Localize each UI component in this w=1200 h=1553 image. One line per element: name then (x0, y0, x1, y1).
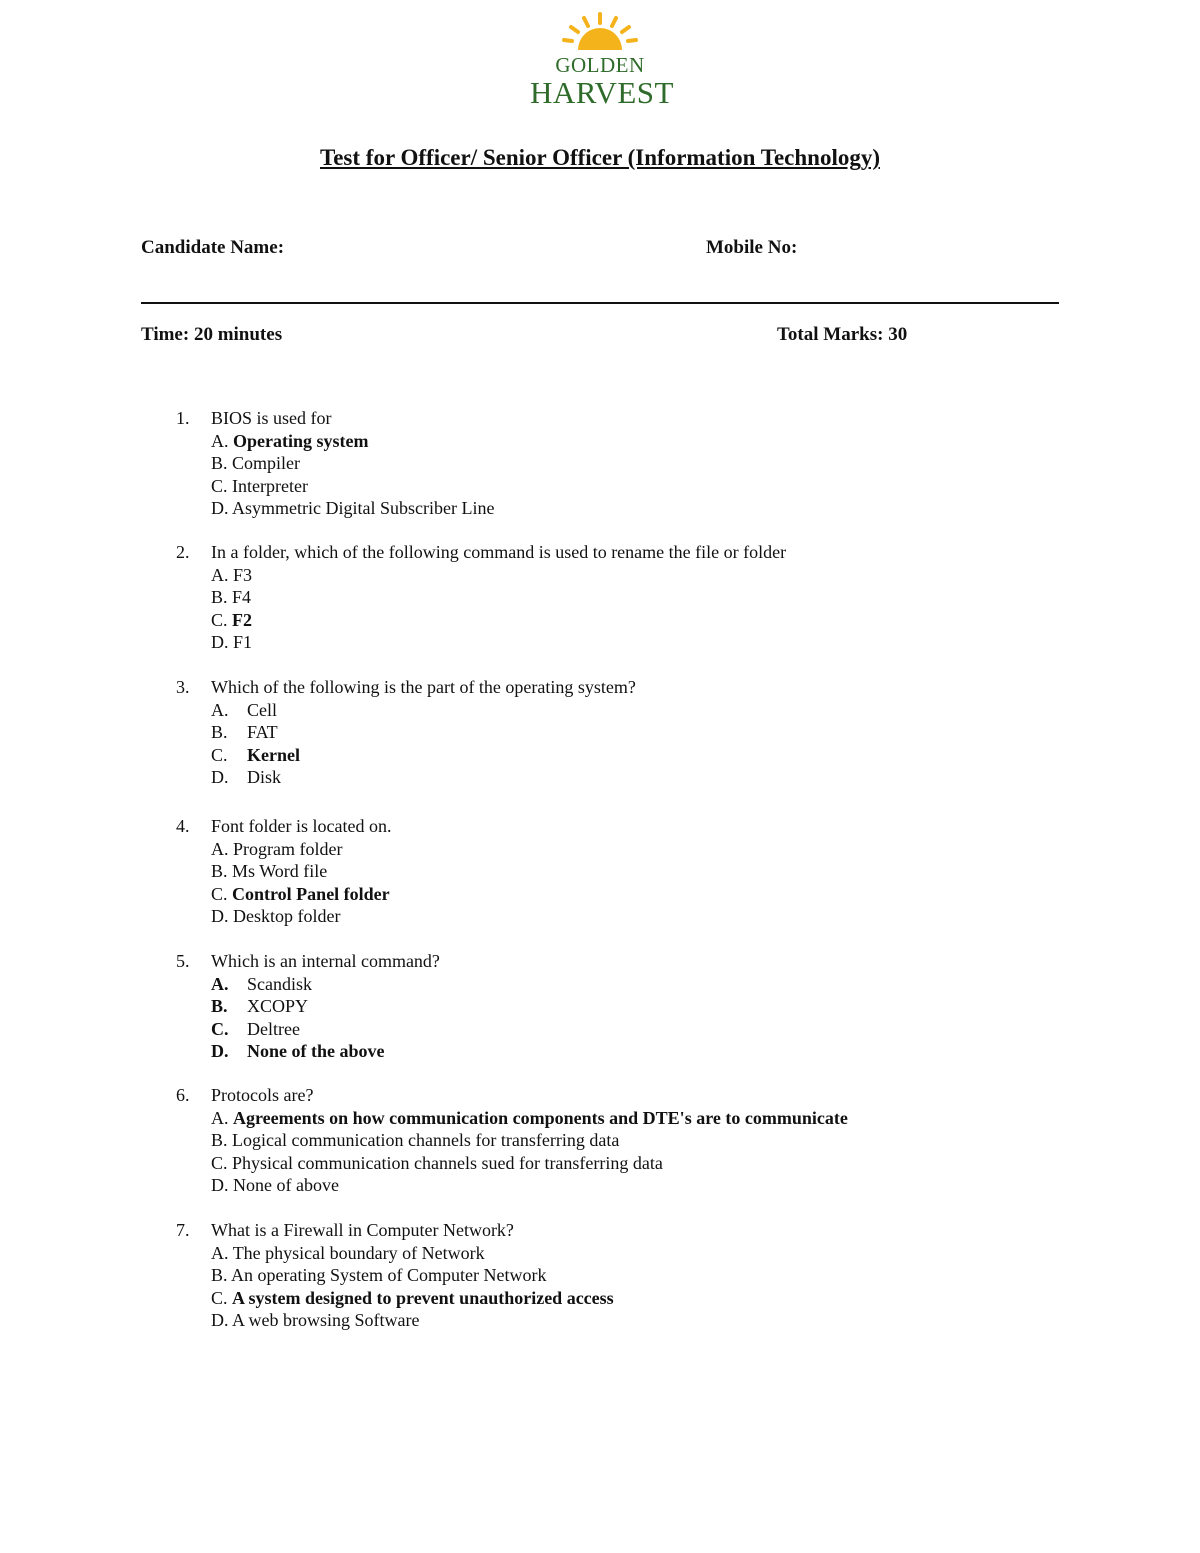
option-c: C. Physical communication channels sued for transferring data (211, 1152, 663, 1173)
question-text: In a folder, which of the following command is used to rename the file or folder (211, 542, 787, 562)
option-c: C. Control Panel folder (211, 883, 390, 904)
option-d: D. A web browsing Software (211, 1310, 420, 1330)
correct-answer: None of the above (247, 1041, 385, 1061)
question-number: 7. (176, 1220, 190, 1240)
option-c: C. Kernel (211, 744, 300, 765)
option-a: A. Agreements on how communication components and DTE's are to communicate (211, 1107, 848, 1128)
option-a: A. Scandisk (211, 973, 312, 994)
option-b: B. Compiler (211, 453, 301, 473)
question-text: Protocols are? (211, 1085, 314, 1105)
correct-answer: A system designed to prevent unauthorized access (232, 1287, 614, 1308)
option-c: C. Interpreter (211, 475, 308, 496)
correct-answer: F2 (232, 609, 253, 630)
option-b: B. Ms Word file (211, 861, 328, 881)
option-c: C. A system designed to prevent unauthorized access (211, 1287, 614, 1308)
logo-text-golden: GOLDEN (555, 53, 645, 77)
question-number: 4. (176, 816, 190, 836)
question-4 (176, 815, 391, 928)
question-text: Which of the following is the part of the operating system? (211, 677, 636, 697)
option-d: D. Desktop folder (211, 906, 341, 926)
question-6 (176, 1084, 848, 1197)
option-a: A. F3 (211, 564, 253, 585)
question-7 (176, 1219, 614, 1332)
question-number: 1. (176, 408, 190, 428)
mobile-no-label: Mobile No: (706, 237, 798, 258)
question-3 (176, 676, 636, 789)
option-b: B. Logical communication channels for transferring data (211, 1130, 620, 1150)
question-text: What is a Firewall in Computer Network? (211, 1220, 514, 1240)
sun-icon (560, 10, 640, 52)
question-text: Font folder is located on. (211, 816, 392, 836)
question-number: 6. (176, 1085, 190, 1105)
question-5 (176, 950, 440, 1063)
option-c: C. Deltree (211, 1018, 300, 1039)
question-1 (176, 407, 494, 520)
question-text: BIOS is used for (211, 408, 332, 428)
option-d: D. Asymmetric Digital Subscriber Line (211, 498, 495, 518)
option-a: A. Program folder (211, 838, 343, 859)
option-b: B. FAT (211, 722, 278, 742)
correct-answer: Agreements on how communication components and DTE's are to communicate (233, 1107, 848, 1128)
total-marks-label: Total Marks: 30 (777, 324, 908, 345)
question-2 (176, 541, 786, 654)
candidate-name-label: Candidate Name: (141, 237, 285, 258)
option-b: B. An operating System of Computer Network (211, 1265, 547, 1285)
question-number: 2. (176, 542, 190, 562)
option-b: B. XCOPY (211, 996, 309, 1016)
option-a: A. Operating system (211, 430, 369, 451)
time-label: Time: 20 minutes (141, 324, 283, 345)
golden-harvest-logo (530, 10, 674, 110)
divider-line (141, 302, 1059, 304)
question-text: Which is an internal command? (211, 951, 440, 971)
option-d: D. Disk (211, 767, 282, 787)
option-a: A. The physical boundary of Network (211, 1242, 485, 1263)
question-number: 5. (176, 951, 190, 971)
question-number: 3. (176, 677, 190, 697)
option-b: B. F4 (211, 587, 252, 607)
option-c: C. F2 (211, 609, 253, 630)
correct-answer: Operating system (233, 430, 369, 451)
page-title: Test for Officer/ Senior Officer (Information Technology) (319, 145, 881, 170)
logo-text-harvest: HARVEST (530, 75, 674, 110)
option-d: D. F1 (211, 632, 253, 652)
option-d: D. None of the above (211, 1041, 385, 1061)
correct-answer: Kernel (247, 744, 300, 765)
option-a: A. Cell (211, 699, 277, 720)
correct-answer: Control Panel folder (232, 883, 390, 904)
option-d: D. None of above (211, 1175, 339, 1195)
